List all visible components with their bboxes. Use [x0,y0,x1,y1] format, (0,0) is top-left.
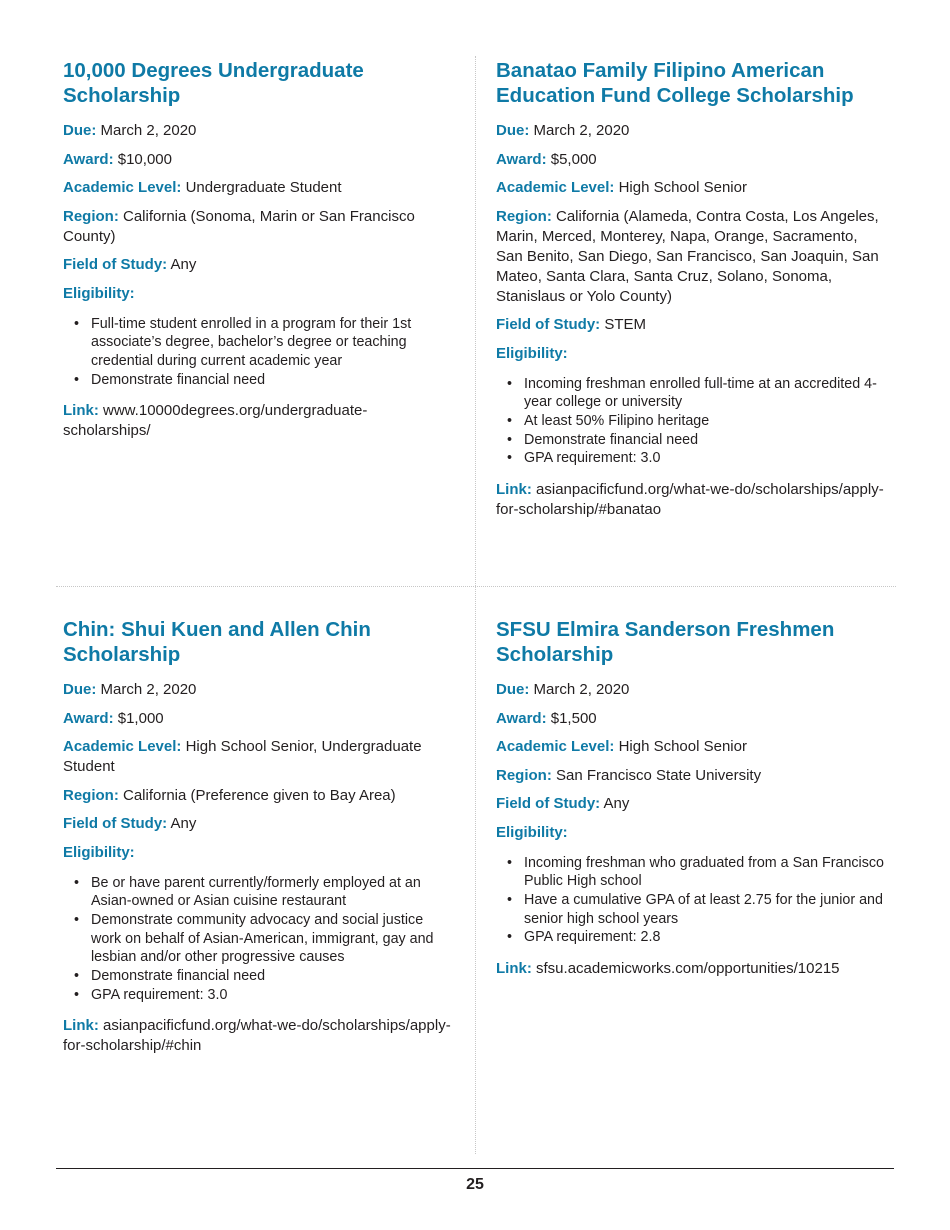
due-label: Due: [496,681,530,698]
eligibility-item: • Incoming freshman who graduated from a San Francisco Public High school [524,854,888,891]
eligibility-item: • Be or have parent currently/formerly employed at an Asian-owned or Asian cuisine restaurant [91,874,453,911]
award-field [496,709,888,729]
academic-level-value: High School Senior [618,179,747,196]
field-of-study-value: Any [170,815,197,832]
horizontal-divider [56,586,896,587]
eligibility-item: • At least 50% Filipino heritage [524,412,886,431]
eligibility-item: • Full-time student enrolled in a program for their 1st associate’s degree, bachelor’s degree or teaching credential during current academic year [91,315,453,371]
academic-level-value: High School Senior [618,738,747,755]
due-field [63,680,453,700]
vertical-divider [475,56,476,1154]
eligibility-list [63,315,453,390]
link-url[interactable]: www.10000degrees.org/undergraduate-scholarships/ [63,402,368,440]
field-of-study-value: Any [170,256,197,273]
eligibility-item: • Demonstrate financial need [91,371,453,390]
region-value: California (Alameda, Contra Costa, Los Angeles, Marin, Merced, Monterey, Napa, Orange, Sacramento, San Benito, San Diego, San Francisco, San Joaquin, San Mateo, Santa Clara, Santa Cruz, Solano, Sonoma, Stanislaus or Yolo County) [496,207,879,305]
due-value: March 2, 2020 [533,681,630,698]
academic-level-label: Academic Level: [496,179,615,196]
field-of-study-value: Any [603,795,630,812]
academic-level-value: Undergraduate Student [185,179,342,196]
scholarship-card [496,617,888,988]
award-label: Award: [63,709,114,727]
region-value: California (Sonoma, Marin or San Francisco County) [63,207,415,245]
field-of-study-value: STEM [604,316,647,333]
scholarship-title: 10,000 Degrees Undergraduate Scholarship [63,59,364,107]
eligibility-item: • Incoming freshman enrolled full-time at an accredited 4-year college or university [524,375,886,412]
field-of-study-label: Field of Study: [63,815,168,832]
due-field [496,121,886,141]
scholarship-card [63,58,453,450]
due-value: March 2, 2020 [100,681,197,698]
scholarship-card [496,58,886,529]
scholarship-title: Chin: Shui Kuen and Allen Chin Scholarship [63,618,371,666]
due-label: Due: [63,681,97,698]
award-field [63,150,453,170]
field-of-study-field [63,255,453,275]
eligibility-item: • GPA requirement: 2.8 [524,928,888,947]
footer-rule [56,1168,894,1169]
link-label: Link: [496,481,532,499]
award-field [496,150,886,170]
due-field [63,121,453,141]
eligibility-list [63,874,453,1005]
scholarship-title: Banatao Family Filipino American Education Fund College Scholarship [496,59,854,107]
eligibility-label: Eligibility: [496,823,568,841]
eligibility-list [496,854,888,948]
due-field [496,680,888,700]
eligibility-item: • GPA requirement: 3.0 [91,986,453,1005]
link-label: Link: [496,960,532,978]
academic-level-label: Academic Level: [63,179,182,196]
link-url[interactable]: asianpacificfund.org/what-we-do/scholarships/apply-for-scholarship/#banatao [496,481,884,519]
region-label: Region: [63,207,119,225]
link-label: Link: [63,402,99,420]
academic-level-field [496,737,888,757]
region-label: Region: [496,207,552,225]
region-field [496,766,888,786]
award-label: Award: [63,150,114,168]
eligibility-item: • GPA requirement: 3.0 [524,449,886,468]
eligibility-item: • Demonstrate financial need [91,967,453,986]
due-label: Due: [63,122,97,139]
eligibility-item: • Demonstrate community advocacy and social justice work on behalf of Asian-American, immigrant, gay and lesbian and/or other progressive causes [91,911,453,967]
academic-level-value: High School Senior, Undergraduate Student [63,738,422,775]
link-field [496,480,886,520]
award-label: Award: [496,150,547,168]
eligibility-item: • Have a cumulative GPA of at least 2.75 for the junior and senior high school years [524,891,888,928]
eligibility-label: Eligibility: [63,843,135,861]
award-value: $1,000 [117,709,164,727]
award-field [63,709,453,729]
scholarship-title: SFSU Elmira Sanderson Freshmen Scholarship [496,618,835,666]
due-label: Due: [496,122,530,139]
eligibility-list [496,375,886,469]
field-of-study-label: Field of Study: [63,256,168,273]
field-of-study-label: Field of Study: [496,795,601,812]
scholarship-card [63,617,453,1065]
region-value: San Francisco State University [556,766,762,784]
field-of-study-label: Field of Study: [496,316,601,333]
link-url[interactable]: asianpacificfund.org/what-we-do/scholarships/apply-for-scholarship/#chin [63,1017,451,1055]
region-label: Region: [63,786,119,804]
link-label: Link: [63,1017,99,1035]
due-value: March 2, 2020 [100,122,197,139]
link-url[interactable]: sfsu.academicworks.com/opportunities/10215 [536,960,840,978]
academic-level-field [63,737,453,777]
region-field [496,207,886,307]
field-of-study-field [496,315,886,335]
award-label: Award: [496,709,547,727]
page-number: 25 [466,1176,484,1193]
region-field [63,786,453,806]
region-label: Region: [496,766,552,784]
link-field [496,959,888,979]
award-value: $1,500 [550,709,597,727]
field-of-study-field [63,814,453,834]
eligibility-item: • Demonstrate financial need [524,431,886,450]
link-field [63,1016,453,1056]
academic-level-field [63,178,453,198]
academic-level-label: Academic Level: [63,738,182,755]
region-field [63,207,453,247]
academic-level-label: Academic Level: [496,738,615,755]
due-value: March 2, 2020 [533,122,630,139]
academic-level-field [496,178,886,198]
region-value: California (Preference given to Bay Area) [123,786,396,804]
eligibility-label: Eligibility: [63,284,135,302]
eligibility-label: Eligibility: [496,344,568,362]
award-value: $10,000 [117,150,172,168]
field-of-study-field [496,794,888,814]
award-value: $5,000 [550,150,597,168]
link-field [63,401,453,441]
